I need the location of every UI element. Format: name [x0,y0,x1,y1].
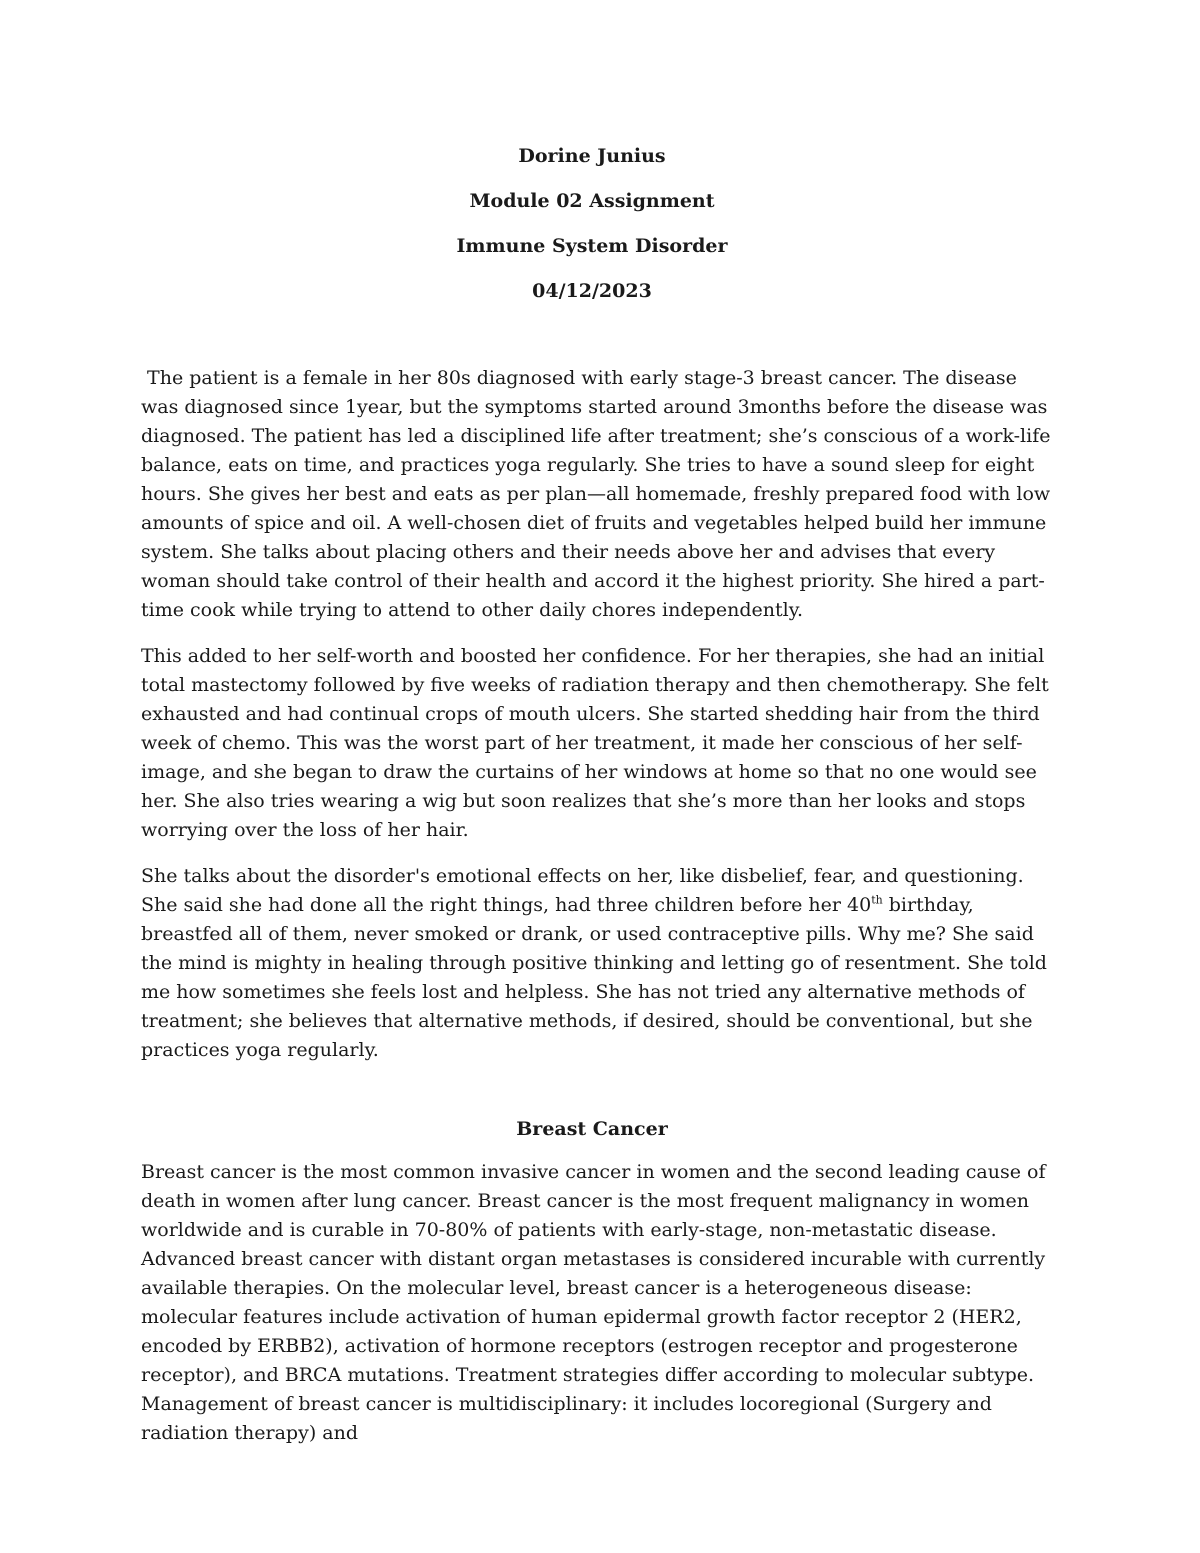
section-heading-breast-cancer: Breast Cancer [516,1118,668,1140]
title-block [131,140,1053,320]
ordinal-suffix: th [871,893,883,907]
module-title: Module 02 Assignment [469,190,715,212]
document-date: 04/12/2023 [532,280,652,302]
paragraph-therapies: This added to her self-worth and boosted her confidence. For her therapies, she had an initial total mastectomy followed by five weeks of radiation therapy and then chemotherapy. She felt exhausted and had continual crops of mouth ulcers. She started shedding hair from the third week of chemo. This was the worst part of her treatment, it made her conscious of her self-image, and she began to draw the curtains of her windows at home so that no one would see her. She also tries wearing a wig but soon realizes that she’s more than her looks and stops worrying over the loss of her hair. [141,645,1049,841]
paragraph-patient-background: The patient is a female in her 80s diagnosed with early stage-3 breast cancer. The disease was diagnosed since 1year, but the symptoms started around 3months before the disease was diagnosed. The patient has led a disciplined life after treatment; she’s conscious of a work-life balance, eats on time, and practices yoga regularly. She tries to have a sound sleep for eight hours. She gives her best and eats as per plan—all homemade, freshly prepared food with low amounts of spice and oil. A well-chosen diet of fruits and vegetables helped build her immune system. She talks about placing others and their needs above her and advises that every woman should take control of their health and accord it the highest priority. She hired a part-time cook while trying to attend to other daily chores independently. [141,367,1057,621]
topic-title: Immune System Disorder [456,235,728,257]
document-page [141,140,1057,1465]
paragraph-emotional-effects [141,862,1053,1065]
paragraph-emotional-effects-part-1: She talks about the disorder's emotional effects on her, like disbelief, fear, and questioning. She said she had done all the right things, had three children before her 40 [141,865,1024,916]
author-name: Dorine Junius [518,145,666,167]
paragraph-breast-cancer-overview: Breast cancer is the most common invasive cancer in women and the second leading cause of death in women after lung cancer. Breast cancer is the most frequent malignancy in women worldwide and is curable in 70-80% of patients with early-stage, non-metastatic disease. Advanced breast cancer with distant organ metastases is considered incurable with currently available therapies. On the molecular level, breast cancer is a heterogeneous disease: molecular features include activation of human epidermal growth factor receptor 2 (HER2, encoded by ERBB2), activation of hormone receptors (estrogen receptor and progesterone receptor), and BRCA mutations. Treatment strategies differ according to molecular subtype. Management of breast cancer is multidisciplinary: it includes locoregional (Surgery and radiation therapy) and [141,1161,1046,1444]
paragraph-emotional-effects-part-2: birthday, breastfed all of them, never smoked or drank, or used contraceptive pills. Why me? She said the mind is mighty in healing through positive thinking and letting go of resentment. She told me how sometimes she feels lost and helpless. She has not tried any alternative methods of treatment; she believes that alternative methods, if desired, should be conventional, but she practices yoga regularly. [141,894,1047,1061]
